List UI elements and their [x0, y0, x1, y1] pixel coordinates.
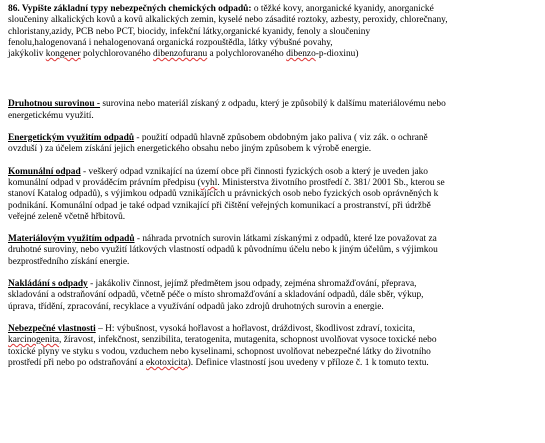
- definition-term: Komunální odpad: [8, 166, 81, 177]
- question-text: -p-dioxinu): [315, 49, 359, 60]
- spellcheck-word: vyhl: [200, 177, 218, 188]
- definition-text: veřejné zeleně včetně hřbitovů.: [8, 211, 126, 222]
- question-86: [8, 4, 537, 60]
- definition-text: , žíravost, infekčnost, senzibilita, teratogenita, mutagenita, schopnost uvolňovat vysoce toxické nebo: [59, 335, 437, 346]
- question-text: fenolu,halogenovaná i nehalogenovaná organická rozpouštědla, látky výbušné povahy,: [8, 37, 333, 48]
- definition-text: – H: výbušnost, vysoká hořlavost a hořlavost, dráždivost, škodlivost zdraví, toxicita,: [95, 323, 415, 334]
- definition-term: Nebezpečné vlastnosti: [8, 323, 96, 334]
- definition-text: - použití odpadů hlavně způsobem obdobným jako paliva ( viz zák. o ochraně: [134, 133, 428, 144]
- spellcheck-word: dibenzofuranu: [153, 49, 208, 60]
- definition-text: energetickému využití.: [8, 110, 94, 121]
- question-title: 86. Vypište základní typy nebezpečných chemických odpadů:: [8, 4, 252, 14]
- spellcheck-word: karcinogenita: [8, 335, 60, 346]
- definition-term: Materiálovým využitím odpadů: [8, 234, 135, 245]
- definition-text: ). Definice vlastností jsou uvedeny v příloze č. 1 k tomuto textu.: [187, 357, 429, 368]
- definition-text: komunální odpad v prováděcím právním předpisu (: [8, 177, 201, 188]
- definition-text: - náhrada prvotních surovin látkami získanými z odpadů, které lze považovat za: [134, 234, 437, 245]
- definition-materialove-vyuziti: [8, 234, 537, 268]
- definition-text: - jakákoliv činnost, jejímž předmětem jsou odpady, zejména shromažďování, přeprava,: [87, 279, 417, 290]
- question-text: a polychlorovaného: [207, 49, 287, 60]
- spellcheck-word: dibenzo: [286, 49, 316, 60]
- definition-text: bezprostředního získání energie.: [8, 256, 130, 267]
- spellcheck-word: ekotoxicita: [146, 357, 188, 368]
- definition-text: podnikání. Komunální odpad je také odpad vznikající při čištění veřejných komunikací a prostranství, při údržbě: [8, 200, 431, 211]
- definition-term: Nakládání s odpady: [8, 279, 88, 290]
- definition-text: druhotné suroviny, nebo využití látkových vlastností odpadů k původnímu účelu nebo k jiným účelům, s výjimkou: [8, 245, 438, 256]
- definition-text: - veškerý odpad vznikající na území obce při činnosti fyzických osob a který je uveden jako: [80, 166, 428, 177]
- question-text: jakýkoliv: [8, 49, 46, 60]
- definition-term: Energetickým využitím odpadů: [8, 133, 135, 144]
- definition-text: . Ministerstva životního prostředí č. 381/ 2001 Sb., kterou se: [217, 177, 445, 188]
- spellcheck-word: kongener: [45, 49, 81, 60]
- definition-druhotna-surovina: [8, 99, 537, 122]
- definition-text: skladování a odstraňování odpadů, včetně péče o místo shromažďování a skladování odpadů, dále sběr, výkup,: [8, 290, 424, 301]
- definition-nebezpecne-vlastnosti: [8, 324, 537, 369]
- definition-term: Druhotnou surovinou -: [8, 99, 101, 110]
- question-text: chloristany,azidy, PCB nebo PCT, biocidy, infekční látky,organické kyanidy, fenoly a sloučeniny: [8, 26, 371, 37]
- question-text: o těžké kovy, anorganické kyanidy, anorganické: [251, 4, 434, 14]
- definition-text: stanoví Katalog odpadů), s výjimkou odpadů vznikajících u právnických osob nebo fyzických osob oprávněných k: [8, 189, 439, 200]
- definition-text: toxické plyny ve styku s vodou, vzduchem nebo kyselinami, schopnost uvolňovat nebezpečné látky do životního: [8, 346, 431, 357]
- definition-nakladani-s-odpady: [8, 279, 537, 313]
- question-text: sloučeniny alkalických kovů a kovů alkalických zemin, kyselé nebo zásadité roztoky, azbesty, peroxidy, chlorečnany,: [8, 15, 448, 26]
- definition-text: prostředí při nebo po odstraňování a: [8, 357, 146, 368]
- definition-komunalni-odpad: [8, 167, 537, 223]
- definition-energeticke-vyuziti: [8, 133, 537, 156]
- definition-text: úprava, třídění, zpracování, recyklace a využívání odpadů jako zdrojů druhotných surovin a energie.: [8, 301, 384, 312]
- definition-text: ovzduší ) za účelem získání jejich energetického obsahu nebo jiným způsobem k výrobě energie.: [8, 144, 372, 155]
- question-text: polychlorovaného: [80, 49, 154, 60]
- definition-text: surovina nebo materiál získaný z odpadu, který je způsobilý k dalšímu materiálovému nebo: [100, 99, 446, 110]
